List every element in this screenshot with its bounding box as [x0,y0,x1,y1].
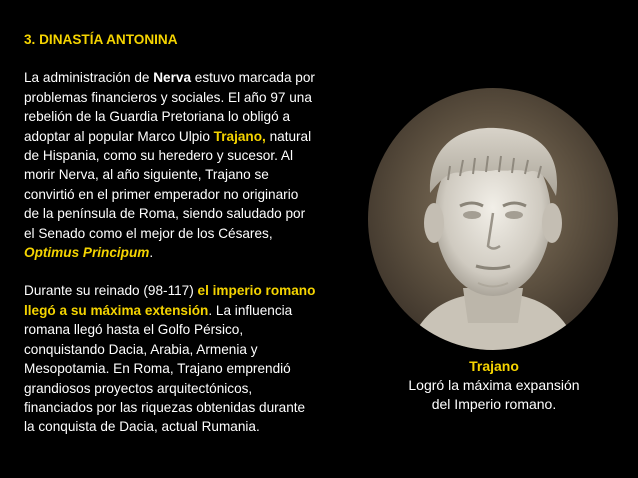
p1-text-3: natural de Hispania, como su heredero y sucesor. Al morir Nerva, al año siguiente, Trajano se convirtió en el primer emperador no originario de la península de Roma, siendo saludado por el Senado como el mejor de los Césares, [24,128,312,241]
caption-title: Trajano [469,358,519,374]
p1-optimus-principum: Optimus Principum [24,245,150,261]
paragraph-nerva [24,68,316,262]
p1-text-1: La administración de [24,70,154,86]
portrait-caption [360,357,628,414]
paragraph-reinado [24,281,316,436]
text-column [24,30,316,456]
p1-trajano: Trajano, [213,128,266,144]
caption-line-1: Logró la máxima expansión [408,377,580,393]
p1-text-2: estuvo marcada por problemas financieros y sociales. El año 97 una rebelión de la Guardia Pretoriana lo obligó a adoptar al popular Marco Ulpio [24,70,315,144]
p2-highlight: el imperio romano llegó a su máxima extensión [24,283,316,318]
p2-text-1: Durante su reinado (98-117) [24,283,198,299]
p1-nerva: Nerva [153,70,192,86]
caption-line-2: del Imperio romano. [431,396,557,412]
p2-text-2: . La influencia romana llegó hasta el Golfo Pérsico, conquistando Dacia, Arabia, Armenia y Mesopotamia. En Roma, Trajano emprendió grandiosos proyectos arquitectónicos, financiados por las riquezas obtenidas durante la conquista de Dacia, actual Rumania. [24,302,306,435]
trajan-bust-image [368,88,618,350]
p1-text-4: . [149,245,154,261]
section-heading: 3. DINASTÍA ANTONINA [24,32,178,47]
